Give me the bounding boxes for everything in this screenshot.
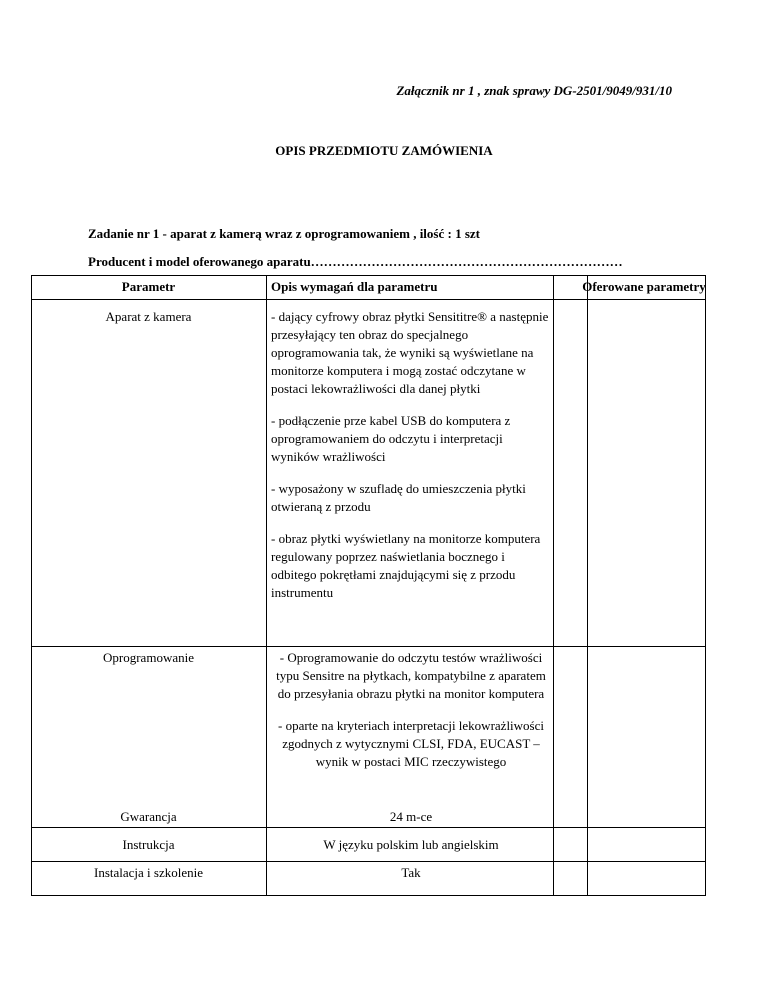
table-border-bottom bbox=[31, 895, 706, 896]
column-rule bbox=[553, 275, 554, 896]
row-rule bbox=[31, 646, 706, 647]
header-parameter: Parametr bbox=[121, 279, 176, 294]
requirement-item: - obraz płytki wyświetlany na monitorze komputera regulowany poprzez naświetlania bocznego i odbitego pokrętłami znajdującymi się z przodu instrumentu bbox=[271, 531, 541, 600]
table-border-top bbox=[31, 275, 706, 276]
param-manual: Instrukcja bbox=[122, 837, 175, 852]
page-title: OPIS PRZEDMIOTU ZAMÓWIENIA bbox=[275, 143, 493, 158]
param-installation: Instalacja i szkolenie bbox=[93, 865, 203, 880]
requirements-manual: W języku polskim lub angielskim bbox=[323, 837, 499, 852]
param-camera: Aparat z kamera bbox=[105, 309, 192, 324]
requirements-table bbox=[31, 275, 706, 896]
requirement-item: - Oprogramowanie do odczytu testów wrażliwości typu Sensitre na płytkach, kompatybilne z aparatem do przesyłania obrazu płytki na monitor komputera bbox=[276, 650, 546, 701]
requirements-warranty: 24 m-ce bbox=[389, 809, 433, 824]
requirement-item: - oparte na kryteriach interpretacji lekowrażliwości zgodnych z wytycznymi CLSI, FDA, EUCAST – wynik w postaci MIC rzeczywistego bbox=[277, 718, 544, 769]
column-rule bbox=[587, 275, 588, 896]
task-line: Zadanie nr 1 - aparat z kamerą wraz z oprogramowaniem , ilość : 1 szt bbox=[88, 226, 480, 241]
requirement-item: - wyposażony w szufladę do umieszczenia płytki otwieraną z przodu bbox=[271, 481, 526, 514]
table-border-right bbox=[705, 275, 706, 896]
row-rule bbox=[31, 827, 706, 828]
row-rule bbox=[31, 861, 706, 862]
annex-reference: Załącznik nr 1 , znak sprawy DG-2501/9049/931/10 bbox=[396, 83, 672, 98]
column-rule bbox=[266, 275, 267, 896]
requirement-item: - dający cyfrowy obraz płytki Sensititre® a następnie przesyłający ten obraz do specjalnego oprogramowania tak, że wyniki są wyświetlane na monitorze komputera i mogą zostać odczytane w postaci lekowrażliwości dla danej płytki bbox=[271, 309, 549, 396]
requirements-software bbox=[271, 649, 551, 771]
requirements-camera bbox=[271, 308, 551, 616]
table-border-left bbox=[31, 275, 32, 896]
producer-line: Producent i model oferowanego aparatu……………………………………………………………… bbox=[88, 254, 623, 269]
header-offered: Oferowane parametry bbox=[582, 279, 706, 294]
header-rule bbox=[31, 299, 706, 300]
param-software: Oprogramowanie bbox=[103, 650, 194, 665]
requirement-item: - podłączenie prze kabel USB do komputera z oprogramowaniem do odczytu i interpretacji wyników wrażliwości bbox=[271, 413, 511, 464]
header-requirements: Opis wymagań dla parametru bbox=[271, 279, 438, 294]
requirements-installation: Tak bbox=[401, 865, 421, 880]
param-warranty: Gwarancja bbox=[120, 809, 177, 824]
